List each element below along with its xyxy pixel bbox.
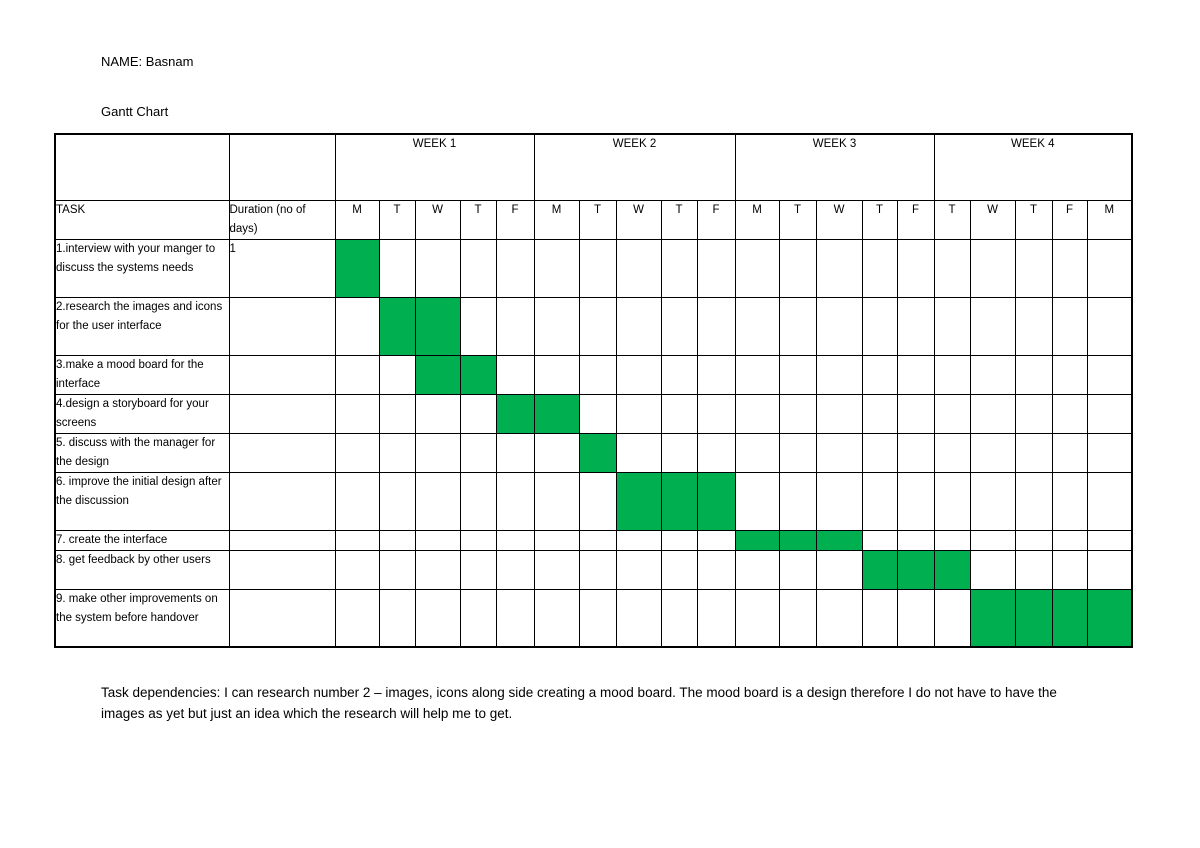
day-cell [897,355,934,394]
day-header-12: W [816,200,862,239]
day-cell [816,589,862,647]
day-header-16: W [970,200,1015,239]
day-cell [534,433,579,472]
day-cell [379,355,415,394]
day-cell [862,589,897,647]
task-column-header: TASK [55,200,229,239]
day-cell [616,433,661,472]
day-cell [1052,394,1087,433]
day-header-11: T [779,200,816,239]
gantt-bar-cell [1087,589,1132,647]
day-cell [1015,239,1052,297]
day-cell [862,239,897,297]
day-cell [335,472,379,530]
gantt-bar-cell [661,472,697,530]
day-cell [1052,472,1087,530]
gantt-bar-cell [779,530,816,550]
day-cell [779,355,816,394]
day-cell [460,589,496,647]
day-cell [735,550,779,589]
day-cell [816,239,862,297]
task-name: 1.interview with your manger to discuss the systems needs [55,239,229,297]
day-cell [616,394,661,433]
day-cell [1087,472,1132,530]
day-cell [1087,433,1132,472]
day-cell [496,530,534,550]
day-cell [616,550,661,589]
task-row [55,433,1132,472]
day-cell [661,239,697,297]
task-row [55,472,1132,530]
day-cell [1015,355,1052,394]
day-cell [460,394,496,433]
gantt-bar-cell [496,394,534,433]
day-cell [496,433,534,472]
week-header-4: WEEK 4 [934,134,1132,200]
day-cell [735,394,779,433]
task-duration [229,472,335,530]
day-cell [1052,297,1087,355]
day-cell [697,297,735,355]
day-cell [661,550,697,589]
day-cell [661,394,697,433]
task-duration [229,355,335,394]
task-name: 4.design a storyboard for your screens [55,394,229,433]
day-cell [534,589,579,647]
day-cell [1052,550,1087,589]
day-cell [816,355,862,394]
day-cell [897,394,934,433]
task-name: 8. get feedback by other users [55,550,229,589]
day-cell [335,433,379,472]
day-cell [1052,433,1087,472]
day-cell [816,433,862,472]
gantt-table [54,133,1133,648]
day-cell [661,297,697,355]
day-cell [779,433,816,472]
task-name: 9. make other improvements on the system before handover [55,589,229,647]
day-cell [934,355,970,394]
day-cell [534,472,579,530]
day-cell [1087,530,1132,550]
day-cell [1087,355,1132,394]
day-cell [735,239,779,297]
task-dependencies-note: Task dependencies: I can research number 2 – images, icons along side creating a mood board. The mood board is a design therefore I do not have to have the images as yet but just an idea which the research will help me to get. [101,685,1057,721]
blank-task-header-cell [55,134,229,200]
day-cell [897,433,934,472]
week-header-1: WEEK 1 [335,134,534,200]
day-cell [862,433,897,472]
day-cell [934,239,970,297]
gantt-bar-cell [460,355,496,394]
day-cell [579,472,616,530]
week-header-3: WEEK 3 [735,134,934,200]
day-cell [735,472,779,530]
day-cell [415,433,460,472]
duration-column-header: Duration (no of days) [229,200,335,239]
gantt-bar-cell [415,297,460,355]
task-duration [229,433,335,472]
task-row [55,550,1132,589]
day-cell [779,589,816,647]
day-cell [496,239,534,297]
day-cell [934,530,970,550]
day-cell [534,239,579,297]
day-cell [970,355,1015,394]
day-cell [379,394,415,433]
day-cell [616,530,661,550]
day-cell [779,297,816,355]
day-cell [970,550,1015,589]
day-cell [816,394,862,433]
task-duration [229,530,335,550]
day-cell [897,297,934,355]
blank-duration-header-cell [229,134,335,200]
day-cell [862,530,897,550]
day-cell [415,550,460,589]
day-cell [1015,433,1052,472]
day-cell [661,433,697,472]
day-cell [496,472,534,530]
gantt-bar-cell [534,394,579,433]
day-cell [579,297,616,355]
day-cell [579,589,616,647]
day-cell [735,355,779,394]
day-cell [862,297,897,355]
day-cell [934,589,970,647]
day-cell [697,589,735,647]
gantt-bar-cell [970,589,1015,647]
day-cell [579,355,616,394]
day-cell [697,355,735,394]
day-cell [496,550,534,589]
task-row [55,530,1132,550]
day-cell [335,394,379,433]
day-cell [1087,550,1132,589]
day-cell [379,433,415,472]
day-cell [1087,239,1132,297]
day-cell [897,472,934,530]
day-cell [970,530,1015,550]
day-cell [579,394,616,433]
day-cell [460,239,496,297]
day-cell [1087,297,1132,355]
day-cell [616,239,661,297]
gantt-bar-cell [897,550,934,589]
day-header-10: M [735,200,779,239]
day-cell [460,297,496,355]
task-duration [229,550,335,589]
day-cell [496,589,534,647]
gantt-bar-cell [735,530,779,550]
task-duration [229,297,335,355]
task-duration [229,589,335,647]
day-cell [697,433,735,472]
day-header-14: F [897,200,934,239]
day-cell [534,550,579,589]
day-cell [970,297,1015,355]
gantt-bar-cell [415,355,460,394]
day-cell [934,394,970,433]
gantt-bar-cell [379,297,415,355]
day-cell [534,530,579,550]
day-cell [697,394,735,433]
day-cell [970,472,1015,530]
day-cell [335,550,379,589]
day-cell [816,297,862,355]
day-header-0: M [335,200,379,239]
day-cell [697,530,735,550]
day-cell [897,530,934,550]
task-row [55,297,1132,355]
day-cell [934,433,970,472]
day-cell [970,394,1015,433]
task-name: 7. create the interface [55,530,229,550]
day-cell [934,297,970,355]
gantt-bar-cell [816,530,862,550]
day-cell [816,550,862,589]
day-cell [862,355,897,394]
day-cell [1052,239,1087,297]
task-row [55,239,1132,297]
gantt-chart-title: Gantt Chart [101,104,169,119]
day-header-19: M [1087,200,1132,239]
day-cell [661,355,697,394]
day-cell [616,589,661,647]
day-header-18: F [1052,200,1087,239]
day-cell [335,355,379,394]
day-cell [779,472,816,530]
day-header-7: W [616,200,661,239]
day-cell [816,472,862,530]
day-cell [534,355,579,394]
day-header-row [55,200,1132,239]
task-name: 3.make a mood board for the interface [55,355,229,394]
day-cell [496,297,534,355]
task-duration: 1 [229,239,335,297]
day-header-1: T [379,200,415,239]
day-cell [460,530,496,550]
week-header-row [55,134,1132,200]
day-cell [1087,394,1132,433]
day-cell [1015,297,1052,355]
name-line: NAME: Basnam [101,54,194,69]
day-cell [460,472,496,530]
day-header-13: T [862,200,897,239]
day-cell [779,239,816,297]
day-header-15: T [934,200,970,239]
day-cell [379,530,415,550]
day-header-5: M [534,200,579,239]
day-cell [735,297,779,355]
gantt-bar-cell [335,239,379,297]
day-cell [779,394,816,433]
day-cell [579,239,616,297]
day-cell [1052,355,1087,394]
day-header-2: W [415,200,460,239]
gantt-bar-cell [1052,589,1087,647]
day-cell [379,239,415,297]
day-cell [379,472,415,530]
task-name: 5. discuss with the manager for the design [55,433,229,472]
day-cell [1052,530,1087,550]
day-cell [897,589,934,647]
gantt-bar-cell [862,550,897,589]
day-cell [616,355,661,394]
day-cell [970,433,1015,472]
day-cell [970,239,1015,297]
day-cell [697,239,735,297]
day-cell [862,394,897,433]
day-cell [779,550,816,589]
task-row [55,355,1132,394]
day-header-3: T [460,200,496,239]
day-cell [460,550,496,589]
day-cell [1015,530,1052,550]
day-header-6: T [579,200,616,239]
day-cell [534,297,579,355]
gantt-bar-cell [579,433,616,472]
day-cell [934,472,970,530]
gantt-bar-cell [616,472,661,530]
day-cell [616,297,661,355]
gantt-bar-cell [934,550,970,589]
day-cell [735,589,779,647]
day-cell [415,472,460,530]
day-cell [697,550,735,589]
day-cell [661,589,697,647]
task-row [55,394,1132,433]
day-header-4: F [496,200,534,239]
day-cell [735,433,779,472]
day-cell [379,589,415,647]
task-row [55,589,1132,647]
day-cell [1015,394,1052,433]
day-cell [862,472,897,530]
day-cell [335,297,379,355]
gantt-bar-cell [1015,589,1052,647]
day-cell [415,589,460,647]
day-cell [415,239,460,297]
day-cell [415,530,460,550]
day-cell [335,589,379,647]
day-cell [379,550,415,589]
day-cell [661,530,697,550]
task-name: 2.research the images and icons for the user interface [55,297,229,355]
day-cell [415,394,460,433]
day-cell [897,239,934,297]
task-duration [229,394,335,433]
gantt-bar-cell [697,472,735,530]
day-cell [579,550,616,589]
day-header-8: T [661,200,697,239]
day-header-17: T [1015,200,1052,239]
week-header-2: WEEK 2 [534,134,735,200]
day-cell [1015,550,1052,589]
day-header-9: F [697,200,735,239]
day-cell [579,530,616,550]
day-cell [1015,472,1052,530]
day-cell [460,433,496,472]
task-name: 6. improve the initial design after the discussion [55,472,229,530]
day-cell [335,530,379,550]
day-cell [496,355,534,394]
